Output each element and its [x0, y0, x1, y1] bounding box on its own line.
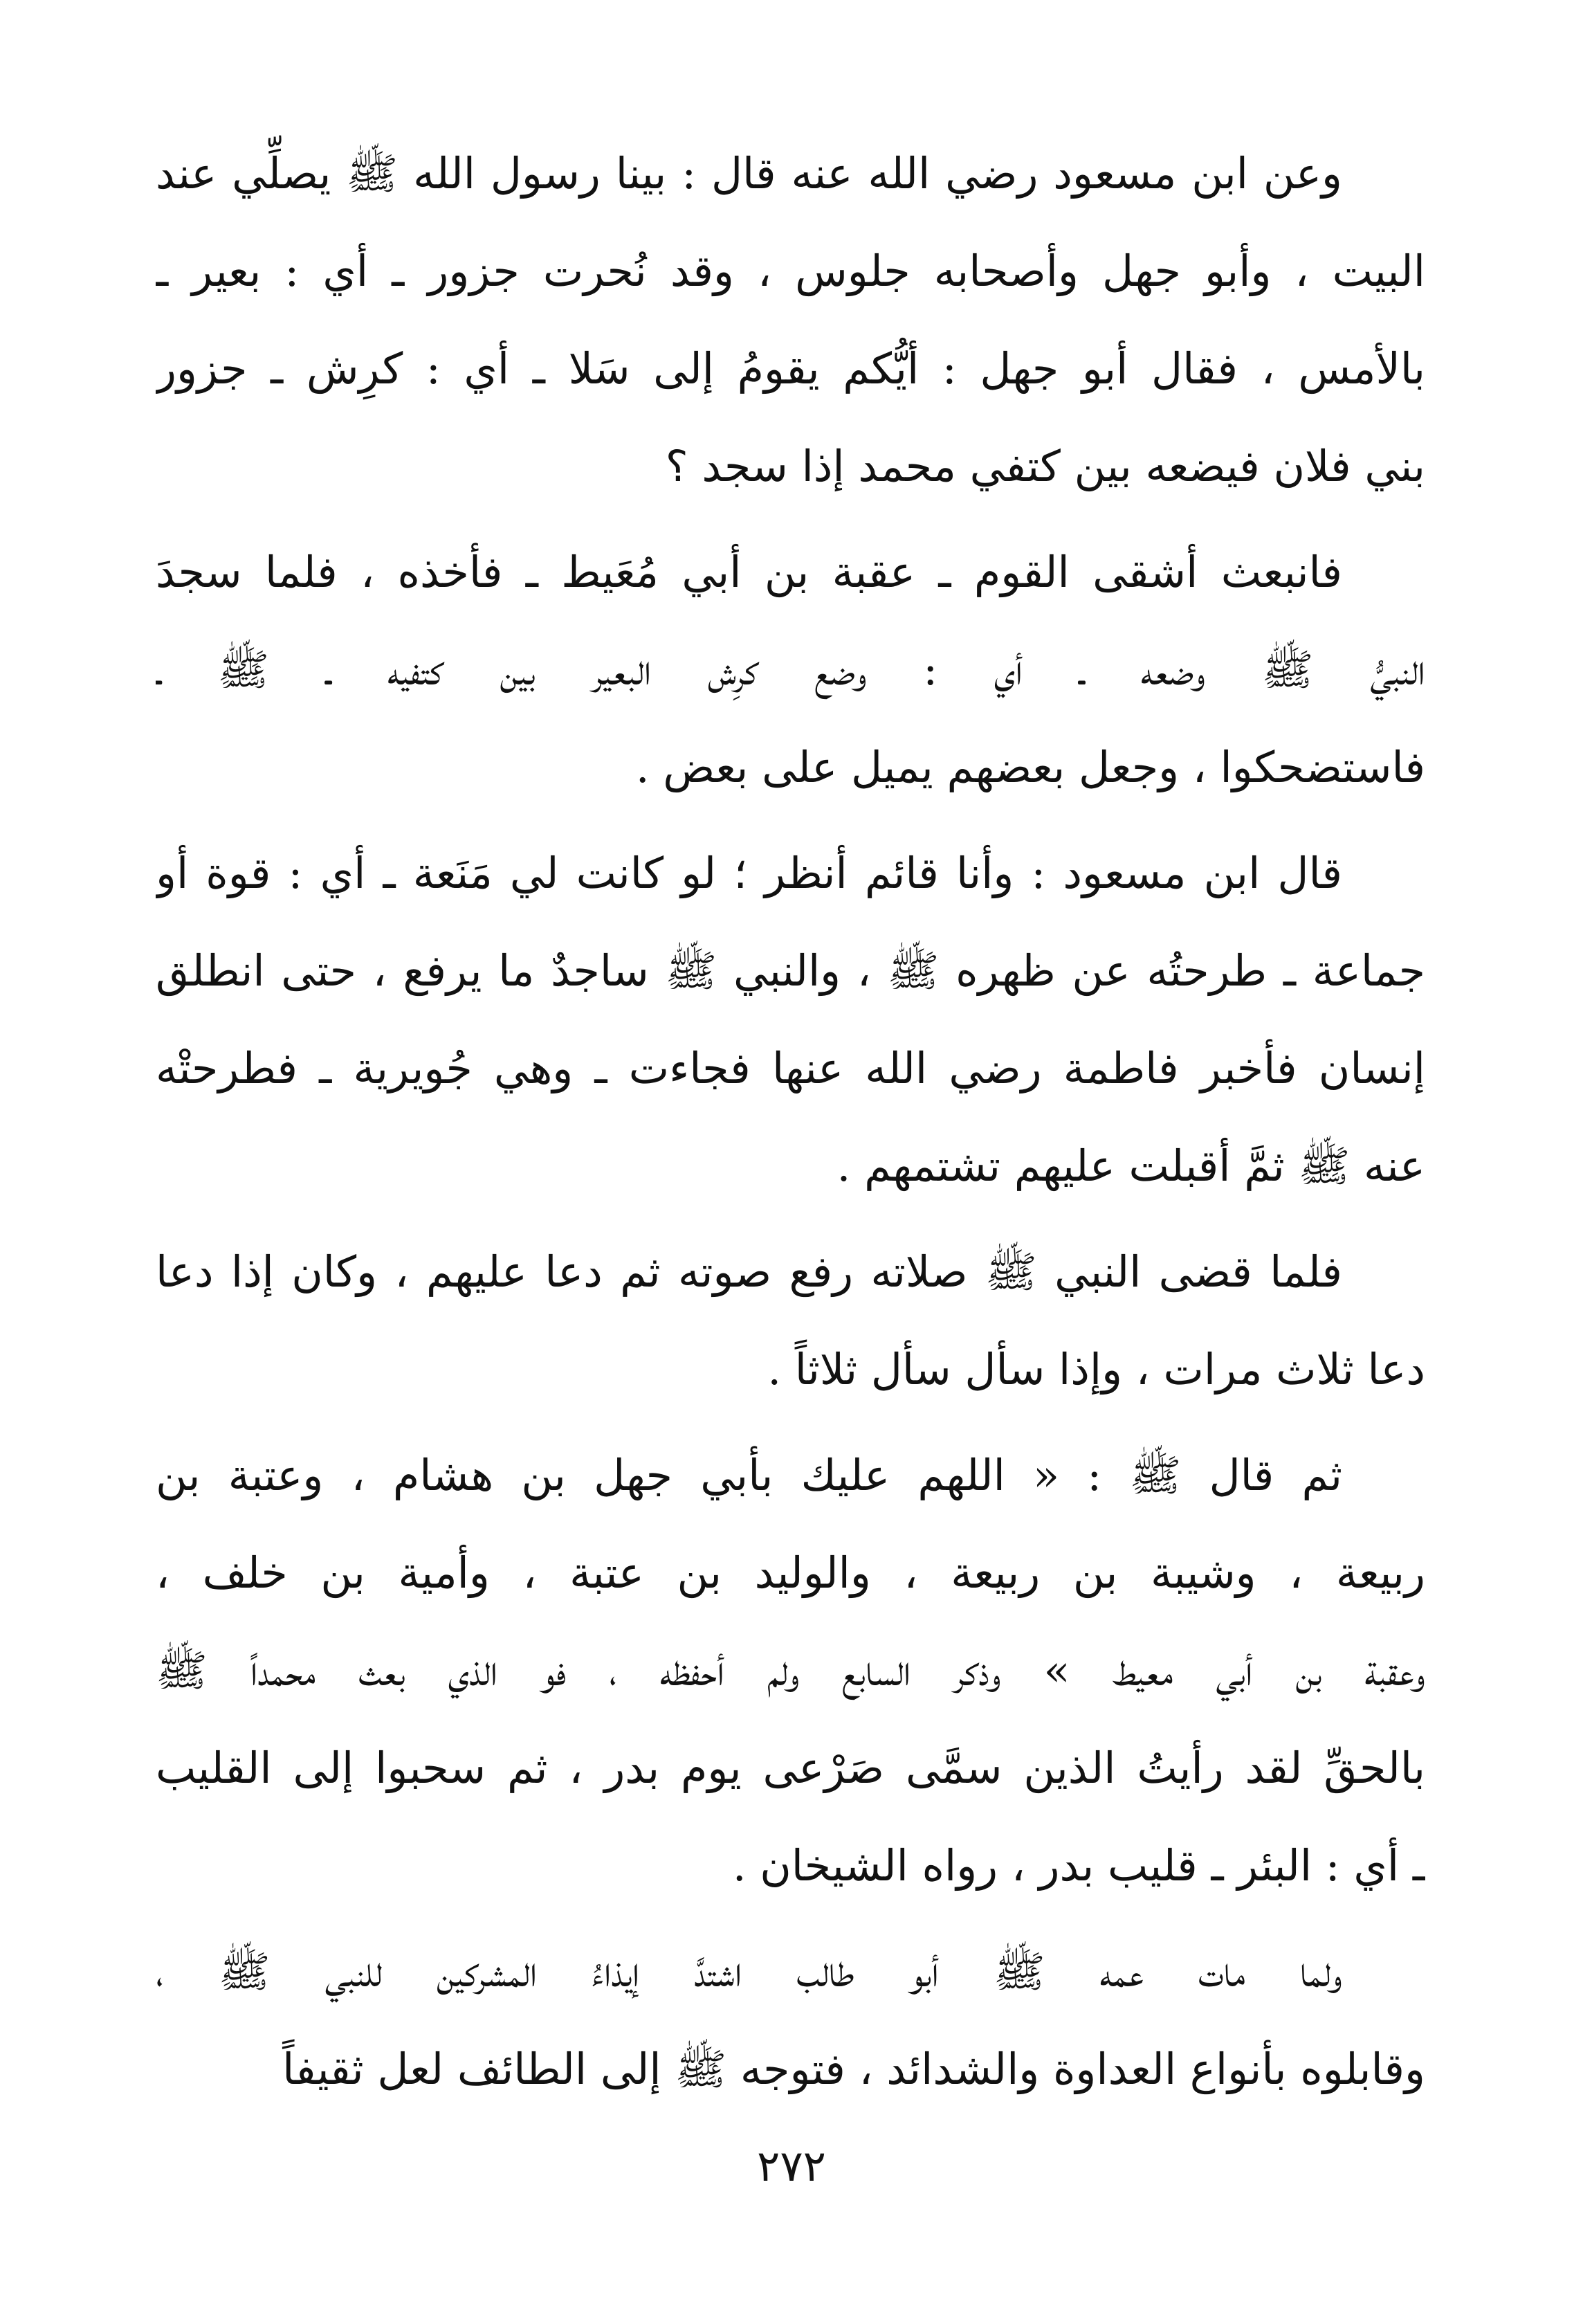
- text-line: ثم قال ﷺ : « اللهم عليك بأبي جهل بن هشام ، وعتبة بن: [156, 1450, 1342, 1500]
- paragraph: [156, 1923, 1425, 2118]
- paragraph-gap: [156, 515, 1425, 523]
- page-number: ٢٧٢: [757, 2141, 826, 2191]
- text-line: بني فلان فيضعه بين كتفي محمد إذا سجد ؟: [665, 441, 1425, 491]
- text-line: وعن ابن مسعود رضي الله عنه قال : بينا رسول الله ﷺ يصلِّي عند: [156, 148, 1342, 199]
- text-line: النبيُّ ﷺ وضعه ـ أي : وضع كرِش البعير بين كتفيه ـ ﷺ ـ: [156, 644, 1425, 695]
- paragraph-gap: [156, 1418, 1425, 1426]
- text-line: عنه ﷺ ثمَّ أقبلت عليهم تشتمهم .: [836, 1141, 1425, 1191]
- text-line: ولما مات عمه ﷺ أبو طالب اشتدَّ إيذاءُ المشركين للنبي ﷺ ،: [156, 1946, 1342, 1997]
- text-line: البيت ، وأبو جهل وأصحابه جلوس ، وقد نُحرت جزور ـ أي : بعير ـ: [156, 246, 1425, 296]
- text-line: بالحقِّ لقد رأيتُ الذين سمَّى صَرْعى يوم بدر ، ثم سحبوا إلى القليب: [156, 1743, 1425, 1793]
- paragraph: [156, 1223, 1425, 1418]
- paragraph-gap: [156, 1215, 1425, 1223]
- text-line: وقابلوه بأنواع العداوة والشدائد ، فتوجه ﷺ إلى الطائف لعل ثقيفاً: [282, 2044, 1425, 2094]
- paragraph-gap: [156, 816, 1425, 824]
- text-line: فانبعث أشقى القوم ـ عقبة بن أبي مُعَيط ـ فأخذه ، فلما سجدَ: [156, 547, 1342, 597]
- paragraph: [156, 523, 1425, 816]
- text-line: فلما قضى النبي ﷺ صلاته رفع صوته ثم دعا عليهم ، وكان إذا دعا: [156, 1246, 1342, 1297]
- paragraph-gap: [156, 1914, 1425, 1923]
- text-line: فاستضحكوا ، وجعل بعضهم يميل على بعض .: [635, 742, 1425, 792]
- text-line: ـ أي : البئر ـ قليب بدر ، رواه الشيخان .: [732, 1840, 1425, 1891]
- text-line: قال ابن مسعود : وأنا قائم أنظر ؛ لو كانت لي مَنَعة ـ أي : قوة أو: [156, 848, 1342, 898]
- paragraph: [156, 824, 1425, 1215]
- text-line: بالأمس ، فقال أبو جهل : أيُّكم يقومُ إلى سَلا ـ أي : كرِش ـ جزور: [156, 343, 1425, 394]
- page-body-text: [156, 125, 1425, 2118]
- text-line: إنسان فأخبر فاطمة رضي الله عنها فجاءت ـ وهي جُويرية ـ فطرحتْه: [156, 1043, 1425, 1093]
- paragraph: [156, 1426, 1425, 1914]
- paragraph: [156, 125, 1425, 515]
- text-line: وعقبة بن أبي معيط » وذكر السابع ولم أحفظه ، فو الذي بعث محمداً ﷺ: [156, 1645, 1425, 1696]
- text-line: دعا ثلاث مرات ، وإذا سأل سأل ثلاثاً .: [767, 1344, 1425, 1395]
- text-line: ربيعة ، وشيبة بن ربيعة ، والوليد بن عتبة ، وأمية بن خلف ،: [156, 1547, 1425, 1598]
- text-line: جماعة ـ طرحتُه عن ظهره ﷺ ، والنبي ﷺ ساجدٌ ما يرفع ، حتى انطلق: [156, 945, 1425, 996]
